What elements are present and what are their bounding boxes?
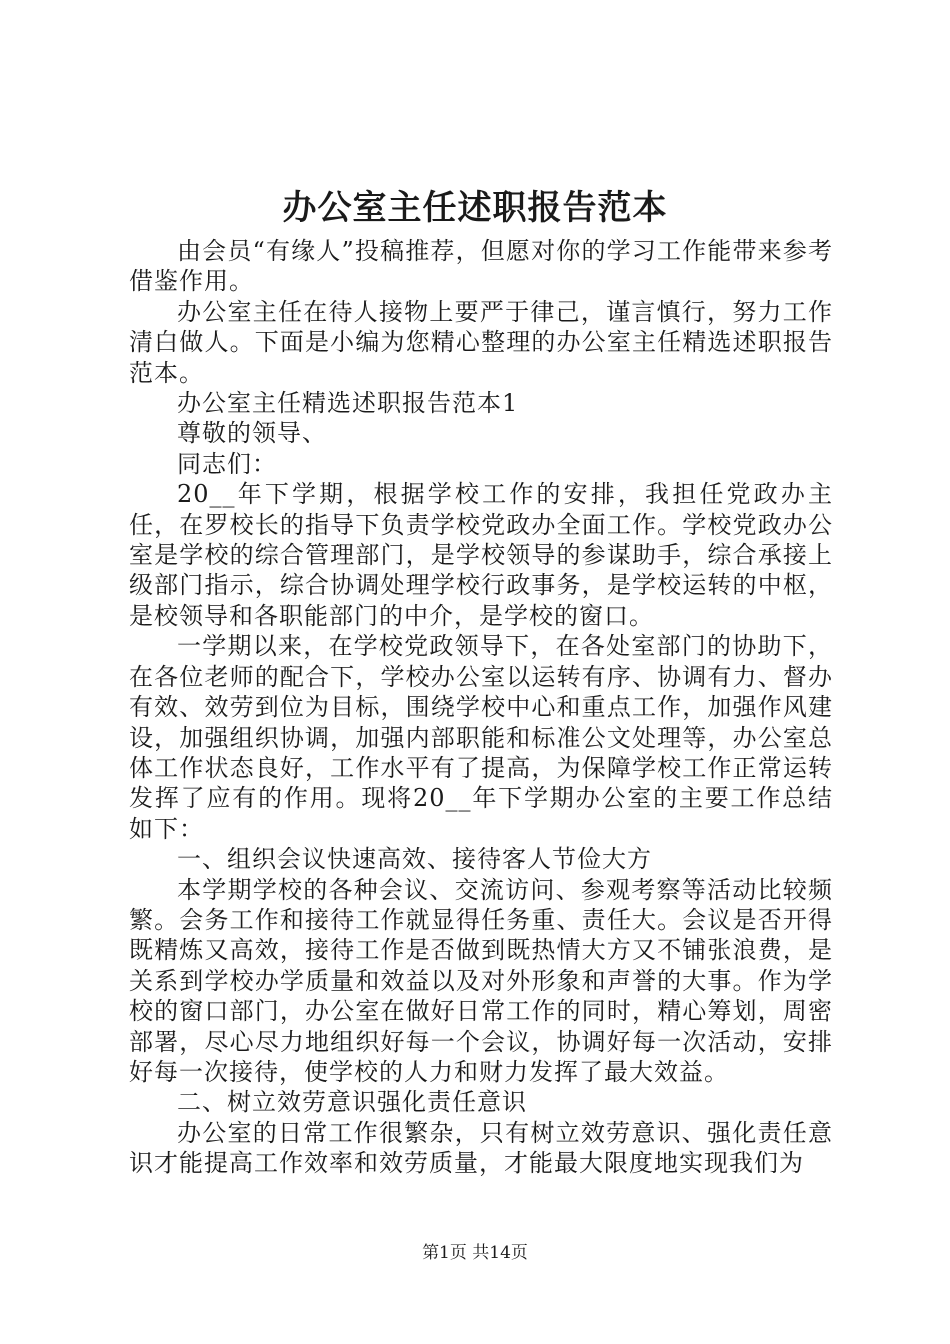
section-heading: 二、树立效劳意识强化责任意识 (177, 1088, 527, 1117)
paragraph: 尊敬的领导、 (177, 419, 327, 448)
section-heading: 一、组织会议快速高效、接待客人节俭大方 (177, 845, 652, 874)
paragraph: 办公室主任精选述职报告范本1 (177, 389, 519, 418)
paragraph: 办公室的日常工作很繁杂，只有树立效劳意识、强化责任意识才能提高工作效率和效劳质量，才能最大限度地实现我们为 (129, 1118, 833, 1178)
document-title: 办公室主任述职报告范本 (282, 188, 668, 228)
paragraph: 同志们： (177, 449, 277, 478)
document-body (129, 236, 833, 1179)
paragraph: 一学期以来，在学校党政领导下，在各处室部门的协助下，在各位老师的配合下，学校办公室以运转有序、协调有力、督办有效、效劳到位为目标，围绕学校中心和重点工作，加强作风建设，加强组织协调，加强内部职能和标准公文处理等，办公室总体工作状态良好，工作水平有了提高，为保障学校工作正常运转发挥了应有的作用。现将20__年下学期办公室的主要工作总结如下： (129, 632, 833, 843)
paragraph: 由会员“有缘人”投稿推荐，但愿对你的学习工作能带来参考借鉴作用。 (129, 237, 833, 296)
paragraph: 办公室主任在待人接物上要严于律己，谨言慎行，努力工作清白做人。下面是小编为您精心整理的办公室主任精选述职报告范本。 (129, 297, 833, 387)
paragraph: 20__年下学期，根据学校工作的安排，我担任党政办主任，在罗校长的指导下负责学校党政办全面工作。学校党政办公室是学校的综合管理部门，是学校领导的参谋助手，综合承接上级部门指示，综合协调处理学校行政事务，是学校运转的中枢，是校领导和各职能部门的中介，是学校的窗口。 (129, 480, 833, 630)
page-footer: 第1页 共14页 (422, 1243, 528, 1263)
paragraph: 本学期学校的各种会议、交流访问、参观考察等活动比较频繁。会务工作和接待工作就显得任务重、责任大。会议是否开得既精炼又高效，接待工作是否做到既热情大方又不铺张浪费，是关系到学校办学质量和效益以及对外形象和声誉的大事。作为学校的窗口部门，办公室在做好日常工作的同时，精心筹划，周密部署，尽心尽力地组织好每一个会议，协调好每一次活动，安排好每一次接待，使学校的人力和财力发挥了最大效益。 (129, 875, 833, 1086)
